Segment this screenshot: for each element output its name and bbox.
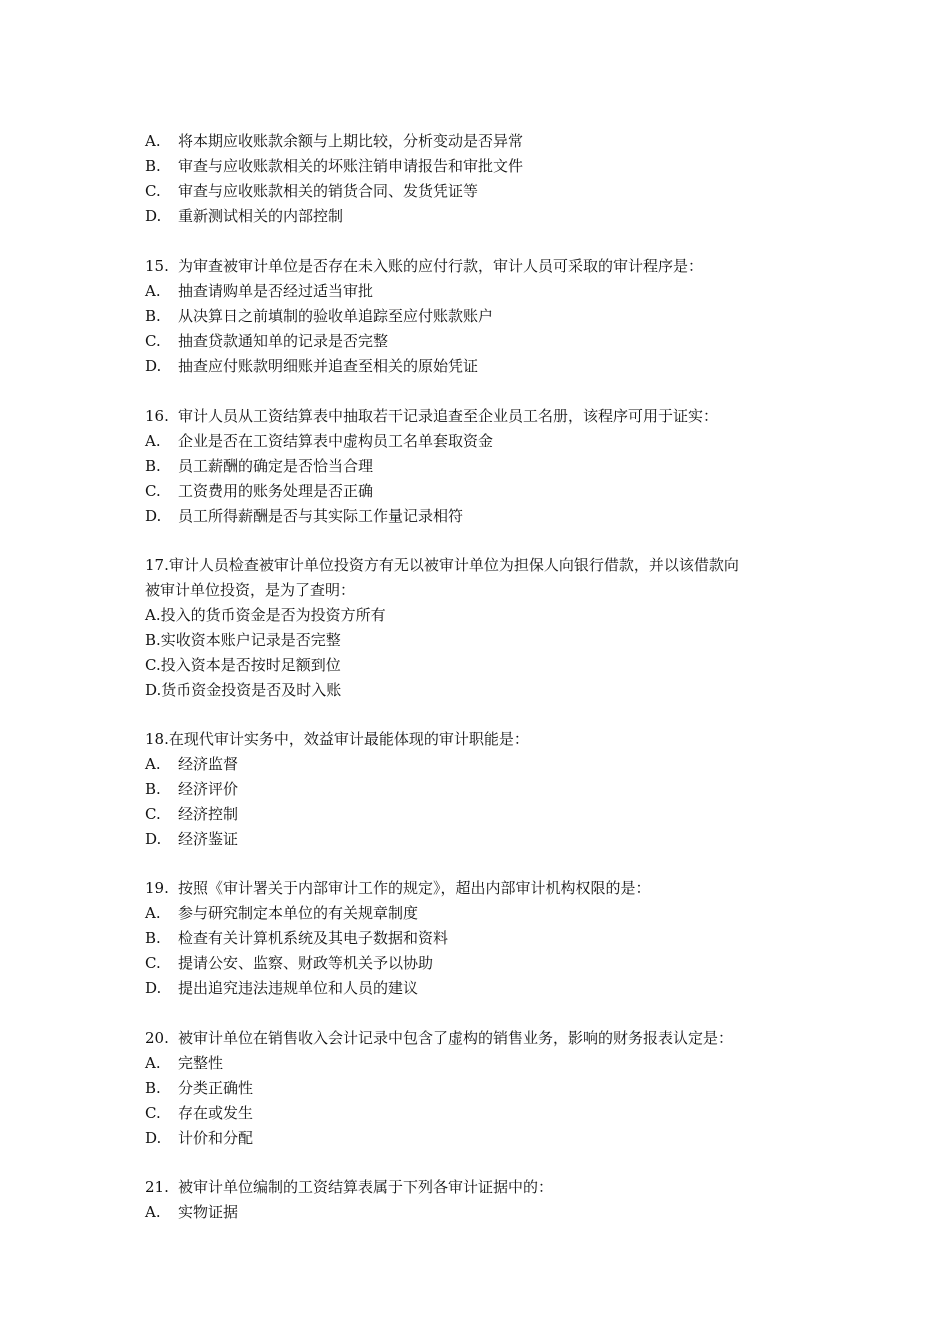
- option-label: D.: [145, 357, 162, 375]
- question-stem: [145, 404, 825, 429]
- option-d: [145, 1126, 825, 1151]
- option-text: 检查有关计算机系统及其电子数据和资料: [178, 929, 449, 947]
- option-label: C.: [145, 954, 161, 972]
- option-label: D.: [145, 979, 162, 997]
- option-label: A.: [145, 282, 161, 300]
- question-number: 16.: [145, 407, 169, 425]
- option-b: [145, 304, 825, 329]
- option-a: [145, 129, 825, 154]
- option-label: D.: [145, 207, 162, 225]
- question-text: 审计人员从工资结算表中抽取若干记录追查至企业员工名册，该程序可用于证实：: [178, 407, 719, 425]
- option-d: [145, 354, 825, 379]
- question-17: [145, 553, 825, 703]
- option-text: 经济控制: [178, 805, 239, 823]
- option-d: D.货币资金投资是否及时入账: [145, 681, 342, 699]
- option-text: 经济鉴证: [178, 830, 239, 848]
- option-text: 企业是否在工资结算表中虚构员工名单套取资金: [178, 432, 494, 450]
- question-number: 19.: [145, 879, 169, 897]
- option-text: 重新测试相关的内部控制: [178, 207, 344, 225]
- option-text: 员工所得薪酬是否与其实际工作量记录相符: [178, 507, 464, 525]
- option-text: 审查与应收账款相关的坏账注销申请报告和审批文件: [178, 157, 524, 175]
- option-b: B.实收资本账户记录是否完整: [145, 631, 341, 649]
- option-a: [145, 429, 825, 454]
- option-label: B.: [145, 780, 161, 798]
- option-c: [145, 179, 825, 204]
- question-14-options: [145, 129, 825, 229]
- question-18: [145, 727, 825, 852]
- option-label: C.: [145, 182, 161, 200]
- option-b: [145, 926, 825, 951]
- question-16: [145, 404, 825, 529]
- question-text: 被审计单位编制的工资结算表属于下列各审计证据中的：: [178, 1178, 554, 1196]
- option-text: 抽查贷款通知单的记录是否完整: [178, 332, 389, 350]
- option-a: [145, 279, 825, 304]
- option-text: 抽查应付账款明细账并追查至相关的原始凭证: [178, 357, 479, 375]
- option-label: C.: [145, 805, 161, 823]
- option-text: 抽查请购单是否经过适当审批: [178, 282, 374, 300]
- option-text: 从决算日之前填制的验收单追踪至应付账款账户: [178, 307, 494, 325]
- option-d: [145, 204, 825, 229]
- option-b: [145, 454, 825, 479]
- question-text: 按照《审计署关于内部审计工作的规定》，超出内部审计机构权限的是：: [178, 879, 651, 897]
- option-text: 参与研究制定本单位的有关规章制度: [178, 904, 419, 922]
- option-text: 计价和分配: [178, 1129, 254, 1147]
- question-text: 为审查被审计单位是否存在未入账的应付行款，审计人员可采取的审计程序是：: [178, 257, 704, 275]
- option-label: A.: [145, 1054, 161, 1072]
- option-c: [145, 329, 825, 354]
- question-stem: [145, 1175, 825, 1200]
- option-c: C.投入资本是否按时足额到位: [145, 656, 341, 674]
- option-a: [145, 1051, 825, 1076]
- question-20: [145, 1026, 825, 1151]
- option-a: [145, 1200, 825, 1225]
- option-text: 提请公安、监察、财政等机关予以协助: [178, 954, 434, 972]
- option-text: 经济评价: [178, 780, 239, 798]
- option-a: [145, 752, 825, 777]
- option-text: 实物证据: [178, 1203, 239, 1221]
- option-text: 工资费用的账务处理是否正确: [178, 482, 374, 500]
- option-label: C.: [145, 1104, 161, 1122]
- option-text: 将本期应收账款余额与上期比较，分析变动是否异常: [178, 132, 524, 150]
- option-b: [145, 1076, 825, 1101]
- option-label: A.: [145, 432, 161, 450]
- option-label: D.: [145, 1129, 162, 1147]
- question-stem: [145, 254, 825, 279]
- question-number: 21.: [145, 1178, 169, 1196]
- option-label: D.: [145, 507, 162, 525]
- question-stem: 18.在现代审计实务中，效益审计最能体现的审计职能是：: [145, 730, 529, 748]
- option-d: [145, 504, 825, 529]
- option-c: [145, 951, 825, 976]
- option-text: 审查与应收账款相关的销货合同、发货凭证等: [178, 182, 479, 200]
- question-stem-line-2: 被审计单位投资，是为了查明：: [145, 581, 356, 599]
- option-label: B.: [145, 1079, 161, 1097]
- option-d: [145, 827, 825, 852]
- question-stem: [145, 1026, 825, 1051]
- option-text: 完整性: [178, 1054, 224, 1072]
- option-a: A.投入的货币资金是否为投资方所有: [145, 606, 386, 624]
- option-label: A.: [145, 132, 161, 150]
- option-a: [145, 901, 825, 926]
- question-21: [145, 1175, 825, 1225]
- option-label: C.: [145, 482, 161, 500]
- option-b: [145, 154, 825, 179]
- option-label: A.: [145, 755, 161, 773]
- option-text: 分类正确性: [178, 1079, 254, 1097]
- question-number: 20.: [145, 1029, 169, 1047]
- option-label: A.: [145, 904, 161, 922]
- option-label: B.: [145, 929, 161, 947]
- option-text: 提出追究违法违规单位和人员的建议: [178, 979, 419, 997]
- question-19: [145, 876, 825, 1001]
- option-label: B.: [145, 157, 161, 175]
- option-text: 存在或发生: [178, 1104, 254, 1122]
- question-stem: [145, 876, 825, 901]
- option-c: [145, 479, 825, 504]
- option-label: B.: [145, 307, 161, 325]
- question-15: [145, 254, 825, 379]
- question-number: 15.: [145, 257, 169, 275]
- option-c: [145, 802, 825, 827]
- option-c: [145, 1101, 825, 1126]
- option-label: C.: [145, 332, 161, 350]
- option-label: A.: [145, 1203, 161, 1221]
- option-label: B.: [145, 457, 161, 475]
- option-d: [145, 976, 825, 1001]
- option-text: 员工薪酬的确定是否恰当合理: [178, 457, 374, 475]
- question-text: 被审计单位在销售收入会计记录中包含了虚构的销售业务，影响的财务报表认定是：: [178, 1029, 734, 1047]
- option-label: D.: [145, 830, 162, 848]
- question-stem-line-1: 17.审计人员检查被审计单位投资方有无以被审计单位为担保人向银行借款，并以该借款向: [145, 556, 739, 574]
- option-text: 经济监督: [178, 755, 239, 773]
- option-b: [145, 777, 825, 802]
